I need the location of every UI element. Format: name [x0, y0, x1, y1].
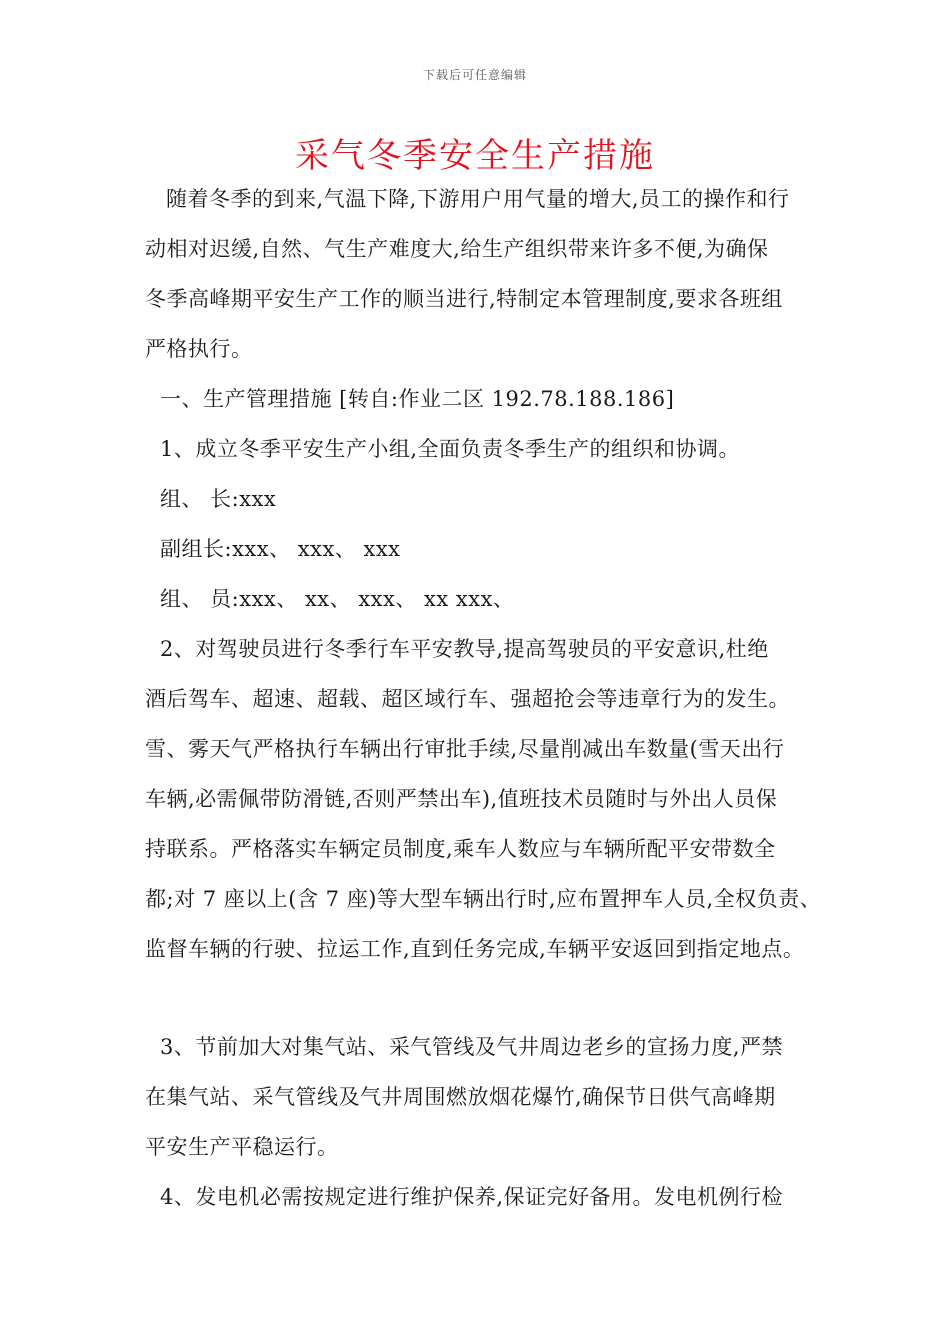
- page-header-note: 下载后可任意编辑: [422, 68, 527, 82]
- intro-line-3: 冬季高峰期平安生产工作的顺当进行,特制定本管理制度,要求各班组: [145, 287, 783, 311]
- item-2-line-2: 酒后驾车、超速、超载、超区域行车、强超抢会等违章行为的发生。: [145, 687, 790, 711]
- item-1-text: 1、成立冬季平安生产小组,全面负责冬季生产的组织和协调。: [160, 437, 741, 461]
- member-staff: 组、 员:xxx、 xx、 xxx、 xx xxx、: [160, 587, 515, 611]
- item-2-line-6: 都;对 7 座以上(含 7 座)等大型车辆出行时,应布置押车人员,全权负责、: [145, 887, 822, 911]
- section-heading-production: 一、生产管理措施 [转自:作业二区 192.78.188.186]: [160, 387, 675, 411]
- item-3-line-3: 平安生产平稳运行。: [145, 1135, 339, 1159]
- item-2-line-1: 2、对驾驶员进行冬季行车平安教导,提高驾驶员的平安意识,杜绝: [160, 637, 769, 661]
- item-2-line-4: 车辆,必需佩带防滑链,否则严禁出车),值班技术员随时与外出人员保: [145, 787, 778, 811]
- member-deputy: 副组长:xxx、 xxx、 xxx: [160, 537, 401, 561]
- item-2-line-3: 雪、雾天气严格执行车辆出行审批手续,尽量削减出车数量(雪天出行: [145, 737, 785, 761]
- intro-line-1: 随着冬季的到来,气温下降,下游用户用气量的增大,员工的操作和行: [166, 187, 790, 211]
- item-4-line-1: 4、发电机必需按规定进行维护保养,保证完好备用。发电机例行检: [160, 1185, 784, 1209]
- item-2-line-7: 监督车辆的行驶、拉运工作,直到任务完成,车辆平安返回到指定地点。: [145, 937, 805, 961]
- intro-line-4: 严格执行。: [145, 337, 253, 361]
- item-3-line-1: 3、节前加大对集气站、采气管线及气井周边老乡的宣扬力度,严禁: [160, 1035, 784, 1059]
- item-2-line-5: 持联系。严格落实车辆定员制度,乘车人数应与车辆所配平安带数全: [145, 837, 776, 861]
- item-3-line-2: 在集气站、采气管线及气井周围燃放烟花爆竹,确保节日供气高峰期: [145, 1085, 776, 1109]
- intro-line-2: 动相对迟缓,自然、气生产难度大,给生产组织带来许多不便,为确保: [145, 237, 769, 261]
- member-leader: 组、 长:xxx: [160, 487, 277, 511]
- document-title: 采气冬季安全生产措施: [295, 136, 655, 176]
